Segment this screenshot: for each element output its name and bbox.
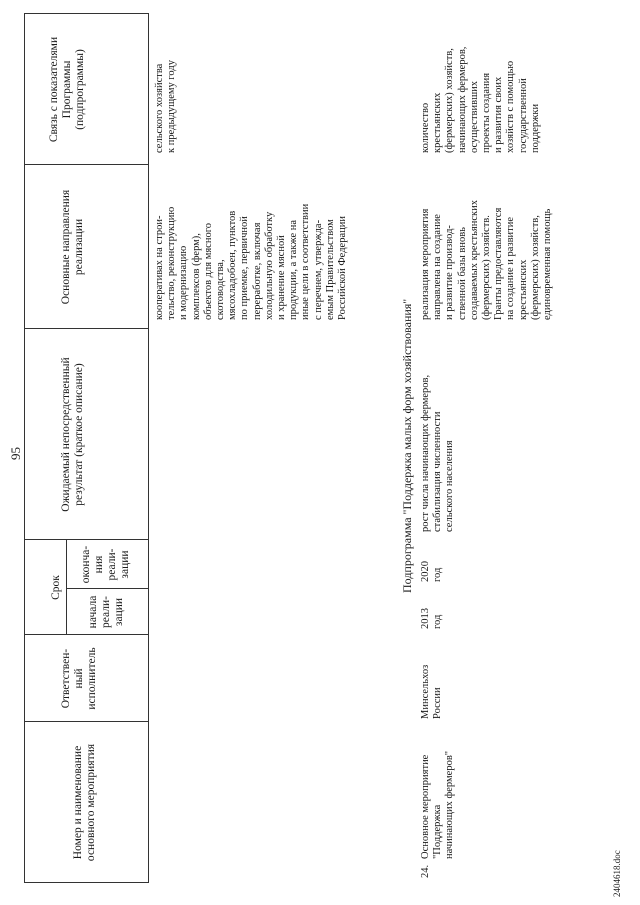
header-directions: Основные направления реализации (60, 189, 85, 305)
header-number-name: Номер и наименование основного мероприятия (72, 743, 97, 862)
row-24-result: рост числа начинающих фермеров, стабилизация численности сельского населения (420, 374, 456, 532)
subprogram-title: Подпрограмма "Поддержка малых форм хозяйствования" (400, 298, 414, 593)
row-24-executor: Минсельхоз России (420, 664, 444, 719)
row-24-directions: реализация мероприятия направлена на создание и развитие производ- ственной базы вновь создаваемых крестьянских (фермерских) хозяйств. Гранты предоставляются на создание и развитие крестьянских (фермерских) хозяйств, единовременная помощь (420, 200, 554, 320)
header-term-start: начала реали- зации (87, 595, 125, 629)
header-executor: Ответствен- ный исполнитель (60, 647, 98, 710)
column-divider (24, 328, 148, 329)
row-24-link: количество крестьянских (фермерских) хозяйств, начинающих фермеров, осуществивших проекты создания и развития своих хозяйств с помощью государственной поддержки (420, 46, 541, 153)
row-24-start: 2013 год (420, 608, 444, 629)
page-number: 95 (8, 447, 23, 460)
header-bottom-border (148, 13, 149, 883)
table-top-border (24, 13, 25, 883)
row-24-number: 24. (420, 864, 431, 878)
row-24-end: 2020 год (420, 561, 444, 582)
continuation-directions: кооперативах на строи- тельство, реконструкцию и модернизацию комплексов (ферм), объектов для мясного скотоводства, мясохладобоен, пунктов по приемке, первичной переработке, включая холодильную обработку и хранение мясной продукции, а также на иные цели в соответствии с перечнем, утвержда- емым Правительством Российской Федерации (154, 203, 349, 320)
footer-code: 2404618.doc (612, 850, 622, 897)
header-link: Связь с показателями Программы (подпрограммы) (48, 36, 86, 143)
header-result: Ожидаемый непосредственный результат (краткое описание) (60, 357, 85, 512)
row-24-name: Основное мероприятие "Поддержка начинающих фермеров" (420, 750, 456, 859)
header-term: Срок (50, 575, 62, 600)
continuation-link: сельского хозяйства к предыдущему году (154, 60, 178, 153)
term-divider (66, 540, 67, 635)
header-term-end: оконча- ния реали- зации (80, 545, 131, 584)
